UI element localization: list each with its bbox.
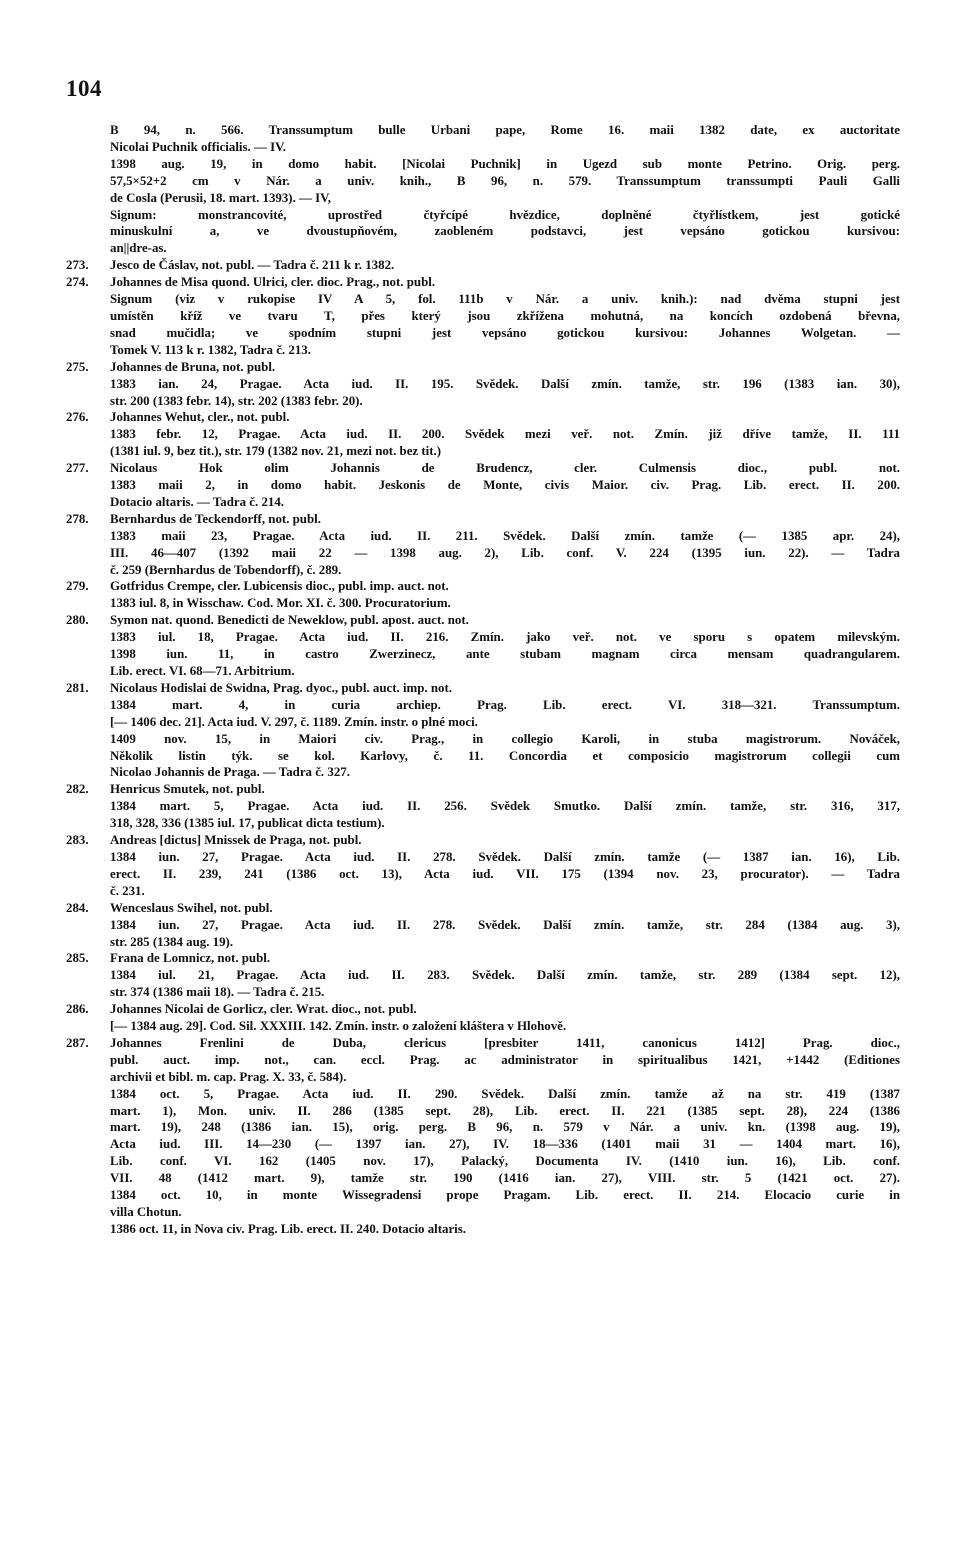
entry-number: 283.: [66, 833, 89, 848]
register-entry: [110, 122, 900, 257]
entry-number: 286.: [66, 1002, 89, 1017]
register-entries: [66, 122, 900, 1238]
register-entry: [66, 680, 900, 781]
register-entry: [66, 460, 900, 511]
entry-text-line: 1383 iul. 18, Pragae. Acta iud. II. 216. Zmín. jako veř. not. ve sporu s opatem milevským.: [110, 630, 900, 645]
entry-text-line: snad mučidla; ve spodním stupni jest vepsáno gotickou kursivou: Johannes Wolgetan. —: [110, 325, 900, 340]
entry-number: 274.: [66, 275, 89, 290]
entry-text-line: 1384 iun. 27, Pragae. Acta iud. II. 278. Svědek. Další zmín. tamže (— 1387 ian. 16), Lib.: [110, 849, 900, 864]
entry-text-line: mart. 19), 248 (1386 ian. 15), orig. perg. B 96, n. 579 v Nár. a univ. kn. (1398 aug. 19),: [110, 1120, 900, 1135]
entry-text-line: VII. 48 (1412 mart. 9), tamže str. 190 (1416 ian. 27), VIII. str. 5 (1421 oct. 27).: [110, 1171, 900, 1186]
entry-text-line: minuskulní a, ve dvoustupňovém, zaobleném podstavci, jest vepsáno gotickou kursivou:: [110, 224, 900, 239]
entry-heading-line: Andreas [dictus] Mnissek de Praga, not. publ.: [110, 833, 362, 848]
entry-text-line: č. 259 (Bernhardus de Tobendorff), č. 289.: [110, 562, 342, 577]
entry-text-line: umístěn kříž ve tvaru T, přes který jsou zkřížena mohutná, na koncích ozdobená břevna,: [110, 308, 900, 323]
entry-text-line: 1383 maii 23, Pragae. Acta iud. II. 211. Svědek. Další zmín. tamže (— 1385 apr. 24),: [110, 528, 900, 543]
entry-heading-line: Frana de Lomnicz, not. publ.: [110, 951, 271, 966]
register-entry: [66, 900, 900, 951]
register-entry: [66, 274, 900, 359]
page-number: 104: [66, 76, 102, 101]
entry-text-line: Tomek V. 113 k r. 1382, Tadra č. 213.: [110, 342, 311, 357]
entry-text-line: B 94, n. 566. Transsumptum bulle Urbani pape, Rome 16. maii 1382 date, ex auctoritate: [110, 123, 900, 137]
entry-text-line: str. 285 (1384 aug. 19).: [110, 934, 234, 949]
entry-number: 277.: [66, 461, 89, 476]
entry-text-line: č. 231.: [110, 883, 145, 898]
entry-text-line: Několik listin týk. se kol. Karlovy, č. 11. Concordia et composicio magistrorum collegii cum: [110, 748, 900, 763]
register-entry: [66, 950, 900, 1001]
entry-heading-line: Jesco de Čáslav, not. publ. — Tadra č. 211 k r. 1382.: [110, 258, 395, 273]
register-entry: [66, 511, 900, 579]
register-entry: [66, 832, 900, 900]
entry-heading-line: Johannes de Bruna, not. publ.: [110, 359, 276, 374]
entry-text-line: erect. II. 239, 241 (1386 oct. 13), Acta iud. VII. 175 (1394 nov. 23, procurator). — Tadra: [110, 866, 900, 881]
entry-heading-line: Wenceslaus Swihel, not. publ.: [110, 900, 273, 915]
entry-heading-line: Gotfridus Crempe, cler. Lubicensis dioc., publ. imp. auct. not.: [110, 579, 449, 594]
entry-text-line: 1409 nov. 15, in Maiori civ. Prag., in collegio Karoli, in stuba magistrorum. Nováček,: [110, 731, 900, 746]
entry-heading-line: Nicolaus Hok olim Johannis de Brudencz, cler. Culmensis dioc., publ. not.: [110, 461, 900, 476]
entry-text-line: mart. 1), Mon. univ. II. 286 (1385 sept. 28), Lib. erect. II. 221 (1385 sept. 28), 224 (1386: [110, 1103, 900, 1118]
entry-number: 276.: [66, 410, 89, 425]
register-entry: [66, 409, 900, 460]
entry-number: 281.: [66, 680, 89, 695]
entry-text-line: 1383 iul. 8, in Wisschaw. Cod. Mor. XI. č. 300. Procuratorium.: [110, 596, 451, 611]
register-entry: [66, 359, 900, 410]
entry-text-line: 1384 oct. 5, Pragae. Acta iud. II. 290. Svědek. Další zmín. tamže až na str. 419 (1387: [110, 1086, 900, 1101]
entry-number: 273.: [66, 258, 89, 273]
entry-text-line: de Cosla (Perusii, 18. mart. 1393). — IV,: [110, 190, 332, 205]
entry-text-line: 1398 aug. 19, in domo habit. [Nicolai Puchnik] in Ugezd sub monte Petrino. Orig. perg.: [110, 156, 900, 171]
register-entry: [66, 578, 900, 612]
entry-text-line: archivii et bibl. m. cap. Prag. X. 33, č. 584).: [110, 1069, 347, 1084]
entry-heading-line: Nicolaus Hodislai de Swidna, Prag. dyoc., publ. auct. imp. not.: [110, 680, 453, 695]
entry-text-line: Nicolao Johannis de Praga. — Tadra č. 327.: [110, 765, 350, 780]
entry-text-line: Signum (viz v rukopise IV A 5, fol. 111b v Nár. a univ. knih.): nad dvěma stupni jest: [110, 292, 900, 307]
entry-text-line: an||dre-as.: [110, 241, 167, 256]
entry-heading-line: Johannes Frenlini de Duba, clericus [presbiter 1411, canonicus 1412] Prag. dioc.,: [110, 1035, 900, 1050]
entry-number: 280.: [66, 613, 89, 628]
entry-text-line: villa Chotun.: [110, 1205, 182, 1219]
entry-heading-line: Johannes Nicolai de Gorlicz, cler. Wrat. dioc., not. publ.: [110, 1002, 417, 1017]
entry-text-line: III. 46—407 (1392 maii 22 — 1398 aug. 2), Lib. conf. V. 224 (1395 iun. 22). — Tadra: [110, 545, 900, 560]
entry-text-line: 1398 iun. 11, in castro Zwerzinecz, ante stubam magnam circa mensam quadrangularem.: [110, 647, 900, 662]
entry-number: 282.: [66, 782, 89, 797]
entry-text-line: [— 1384 aug. 29]. Cod. Sil. XXXIII. 142. Zmín. instr. o založení kláštera v Hlohově.: [110, 1019, 567, 1034]
entry-text-line: 1384 mart. 5, Pragae. Acta iud. II. 256. Svědek Smutko. Další zmín. tamže, str. 316, 317,: [110, 799, 900, 814]
entry-text-line: 57,5×52+2 cm v Nár. a univ. knih., B 96, n. 579. Transsumptum transsumpti Pauli Galli: [110, 173, 900, 188]
entry-text-line: Dotacio altaris. — Tadra č. 214.: [110, 494, 285, 509]
entry-heading-line: Symon nat. quond. Benedicti de Neweklow, publ. apost. auct. not.: [110, 613, 469, 628]
entry-number: 284.: [66, 900, 89, 915]
entry-text-line: 318, 328, 336 (1385 iul. 17, publicat dicta testium).: [110, 816, 385, 831]
entry-text-line: 1384 mart. 4, in curia archiep. Prag. Lib. erect. VI. 318—321. Transsumptum.: [110, 697, 900, 712]
entry-heading-line: Bernhardus de Teckendorff, not. publ.: [110, 511, 321, 526]
entry-text-line: 1384 oct. 10, in monte Wissegradensi prope Pragam. Lib. erect. II. 214. Elocacio curie in: [110, 1188, 900, 1203]
entry-text-line: 1383 maii 2, in domo habit. Jeskonis de Monte, civis Maior. civ. Prag. Lib. erect. II. 200.: [110, 478, 900, 493]
entry-text-line: Lib. conf. VI. 162 (1405 nov. 17), Palacký, Documenta IV. (1410 iun. 16), Lib. conf.: [110, 1154, 900, 1169]
register-entry: [66, 257, 900, 274]
entry-text-line: Signum: monstrancovité, uprostřed čtyřcípé hvězdice, doplněné čtyřlístkem, jest gotické: [110, 207, 900, 222]
register-entry: [66, 1001, 900, 1035]
entry-heading-line: Johannes Wehut, cler., not. publ.: [110, 410, 290, 425]
entry-number: 279.: [66, 579, 89, 594]
register-entry: [66, 781, 900, 832]
entry-number: 275.: [66, 359, 89, 374]
entry-text-line: str. 374 (1386 maii 18). — Tadra č. 215.: [110, 985, 325, 1000]
entry-heading-line: Johannes de Misa quond. Ulrici, cler. dioc. Prag., not. publ.: [110, 275, 436, 290]
entry-text-line: 1386 oct. 11, in Nova civ. Prag. Lib. erect. II. 240. Dotacio altaris.: [110, 1221, 467, 1236]
register-entry: [66, 1035, 900, 1238]
entry-text-line: 1384 iun. 27, Pragae. Acta iud. II. 278. Svědek. Další zmín. tamže, str. 284 (1384 aug. 3),: [110, 917, 900, 932]
entry-heading-line: Henricus Smutek, not. publ.: [110, 782, 265, 797]
entry-number: 287.: [66, 1035, 89, 1050]
register-entry: [66, 612, 900, 680]
entry-text-line: publ. auct. imp. not., can. eccl. Prag. ac administrator in spiritualibus 1421, +1442 (Editiones: [110, 1052, 900, 1067]
entry-text-line: 1384 iul. 21, Pragae. Acta iud. II. 283. Svědek. Další zmín. tamže, str. 289 (1384 sept. 12),: [110, 968, 900, 983]
entry-text-line: 1383 febr. 12, Pragae. Acta iud. II. 200. Svědek mezi veř. not. Zmín. již dříve tamže, II. 111: [110, 427, 900, 442]
entry-text-line: [— 1406 dec. 21]. Acta iud. V. 297, č. 1189. Zmín. instr. o plné moci.: [110, 714, 478, 729]
entry-number: 278.: [66, 511, 89, 526]
entry-text-line: Acta iud. III. 14—230 (— 1397 ian. 27), IV. 18—336 (1401 maii 31 — 1404 mart. 16),: [110, 1137, 900, 1152]
entry-number: 285.: [66, 951, 89, 966]
entry-text-line: (1381 iul. 9, bez tit.), str. 179 (1382 nov. 21, mezi not. bez tit.): [110, 444, 442, 459]
entry-text-line: Nicolai Puchnik officialis. — IV.: [110, 139, 286, 154]
entry-text-line: Lib. erect. VI. 68—71. Arbitrium.: [110, 664, 295, 678]
entry-text-line: str. 200 (1383 febr. 14), str. 202 (1383 febr. 20).: [110, 393, 363, 408]
entry-text-line: 1383 ian. 24, Pragae. Acta iud. II. 195. Svědek. Další zmín. tamže, str. 196 (1383 ian. 30),: [110, 376, 900, 391]
